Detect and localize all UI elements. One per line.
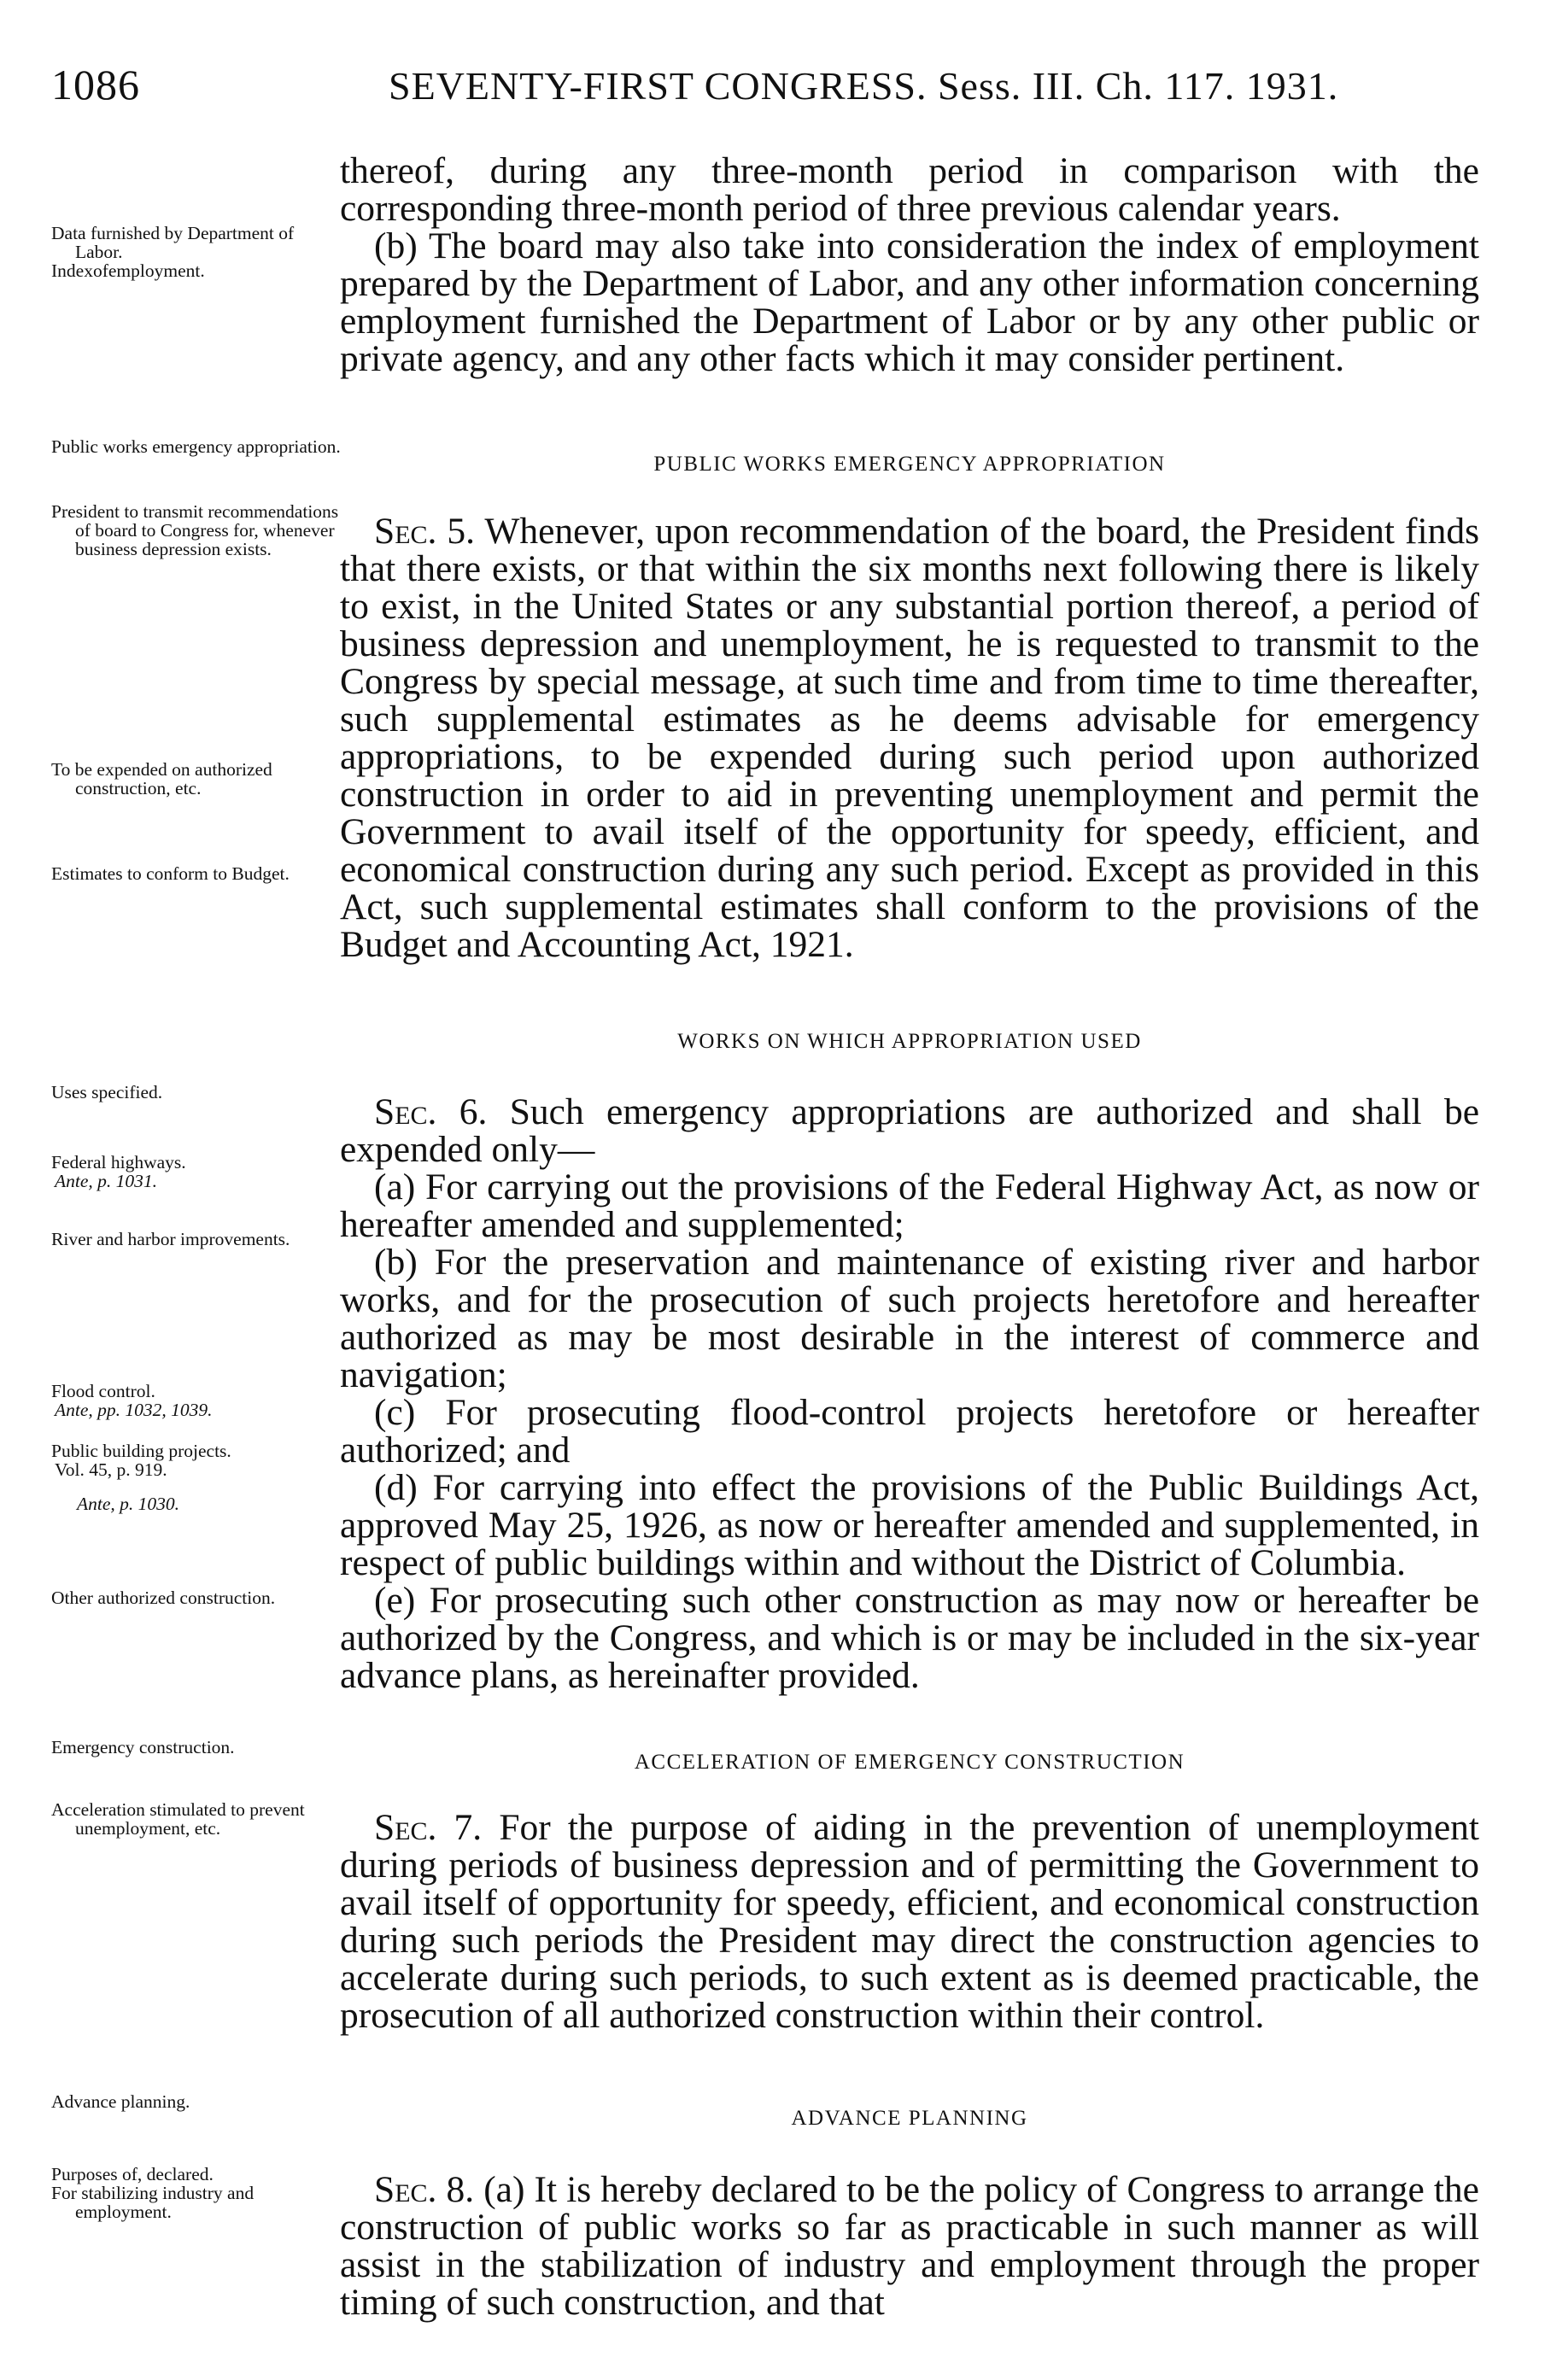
margin-note-public-building-ref2: Ante, p. 1030. bbox=[77, 1494, 180, 1514]
margin-note-public-building: Public building projects. Vol. 45, p. 919. Ante, p. 1030. bbox=[51, 1441, 333, 1513]
sec7-text: For the purpose of aiding in the prevention of unemployment during periods of business depression and of permitting the Government to avail itself of opportunity for speedy, efficient, and economical construction during such periods the President may direct the construction agencies to accelerate during such periods, to such extent as is deemed practicable, the prosecution of all authorized construction within their control. bbox=[340, 1807, 1480, 2036]
sec8-text: (a) It is hereby declared to be the policy of Congress to arrange the construction of public works so far as practicable in such manner as will assist in the stabilization of industry and employment through the proper timing of such construction, and that bbox=[340, 2169, 1479, 2323]
paragraph-b: (b) The board may also take into consideration the index of employment prepared by the Department of Labor, and any other information concerning employment furnished the Department of Labor or by any other public or private agency, and any other facts which it may consider pertinent. bbox=[340, 225, 1479, 379]
margin-note-federal-highways-ref: Ante, p. 1031. bbox=[55, 1171, 158, 1191]
section-7 bbox=[340, 1809, 1479, 2034]
margin-note-data-furnished: Data furnished by Department of Labor. Indexofemployment. bbox=[51, 224, 333, 280]
margin-note-emergency-construction: Emergency construction. bbox=[51, 1737, 235, 1757]
page-header bbox=[51, 60, 1495, 111]
page-number: 1086 bbox=[51, 61, 140, 108]
sec5-text: Whenever, upon recommendation of the board, the President finds that there exists, or that within the six months next following there is likely to exist, in the United States or any substantial portion thereof, a period of business depression and unemployment, he is requested to transmit to the Congress by special message, at such time and from time to time thereafter, such supplemental estimates as he deems advisable for emergency appropriations, to be expended during such period upon authorized construction in order to aid in preventing unemployment and permit the Government to avail itself of the opportunity for speedy, efficient, and economical construction during any such period. Except as provided in this Act, such supplemental estimates shall conform to the provisions of the Budget and Accounting Act, 1921. bbox=[340, 511, 1480, 965]
sec6-text: Such emergency appropriations are authorized and shall be expended only— bbox=[340, 1091, 1480, 1170]
sec6-clause-c: (c) For prosecuting flood-control projects heretofore or hereafter authorized; and bbox=[340, 1392, 1479, 1471]
heading-advance-planning: ADVANCE PLANNING bbox=[791, 2107, 1028, 2130]
margin-note-public-works: Public works emergency appropriation. bbox=[51, 436, 341, 457]
heading-acceleration: ACCELERATION OF EMERGENCY CONSTRUCTION bbox=[634, 1751, 1185, 1774]
section-8 bbox=[340, 2171, 1479, 2321]
margin-note-index: Indexofemployment. bbox=[51, 260, 205, 281]
margin-note-advance-planning: Advance planning. bbox=[51, 2091, 190, 2112]
sec6-label: Sec. 6. bbox=[374, 1091, 488, 1132]
text-block-intro bbox=[340, 152, 1479, 377]
margin-note-river-harbor: River and harbor improvements. bbox=[51, 1229, 290, 1249]
running-head: SEVENTY-FIRST CONGRESS. Sess. III. Ch. 117. 1931. bbox=[389, 64, 1339, 108]
sec7-label: Sec. 7. bbox=[374, 1807, 483, 1848]
margin-note-other-authorized: Other authorized construction. bbox=[51, 1588, 276, 1608]
sec6-clause-a: (a) For carrying out the provisions of the Federal Highway Act, as now or hereafter amended and supplemented; bbox=[340, 1167, 1479, 1245]
intro-paragraph: thereof, during any three-month period in comparison with the corresponding three-month period of three previous calendar years. bbox=[340, 150, 1479, 229]
section-6 bbox=[340, 1093, 1479, 1694]
section-5 bbox=[340, 512, 1479, 963]
sec6-clause-b: (b) For the preservation and maintenance of existing river and harbor works, and for the prosecution of such projects heretofore and hereafter authorized as may be most desirable in the interest of commerce and navigation; bbox=[340, 1242, 1479, 1395]
margin-note-public-building-ref1: Vol. 45, p. 919. bbox=[55, 1459, 167, 1480]
sec8-label: Sec. 8. bbox=[374, 2169, 475, 2210]
margin-note-stabilizing: For stabilizing industry and employment. bbox=[51, 2183, 255, 2222]
margin-note-uses-specified: Uses specified. bbox=[51, 1082, 163, 1102]
margin-note-acceleration: Acceleration stimulated to prevent unemployment, etc. bbox=[51, 1799, 305, 1839]
margin-note-flood-control: Flood control. Ante, pp. 1032, 1039. bbox=[51, 1382, 333, 1419]
margin-note-federal-highways: Federal highways. Ante, p. 1031. bbox=[51, 1153, 333, 1190]
heading-public-works: PUBLIC WORKS EMERGENCY APPROPRIATION bbox=[653, 453, 1166, 476]
margin-note-president-transmit: President to transmit recommendations of board to Congress for, whenever business depression exists. bbox=[51, 501, 339, 559]
margin-note-purposes: Purposes of, declared. For stabilizing industry and employment. bbox=[51, 2165, 333, 2221]
sec6-clause-d: (d) For carrying into effect the provisions of the Public Buildings Act, approved May 25, 1926, as now or hereafter amended and supplemented, in respect of public buildings within and without the District of Columbia. bbox=[340, 1467, 1479, 1583]
margin-note-estimates-conform: Estimates to conform to Budget. bbox=[51, 863, 290, 884]
margin-note-flood-control-ref: Ante, pp. 1032, 1039. bbox=[55, 1400, 213, 1420]
sec6-clause-e: (e) For prosecuting such other construction as may now or hereafter be authorized by the Congress, and which is or may be included in the six-year advance plans, as hereinafter provided. bbox=[340, 1580, 1479, 1696]
sec5-label: Sec. 5. bbox=[374, 511, 476, 552]
heading-works: WORKS ON WHICH APPROPRIATION USED bbox=[677, 1030, 1142, 1053]
margin-note-to-be-expended: To be expended on authorized construction, etc. bbox=[51, 759, 272, 798]
